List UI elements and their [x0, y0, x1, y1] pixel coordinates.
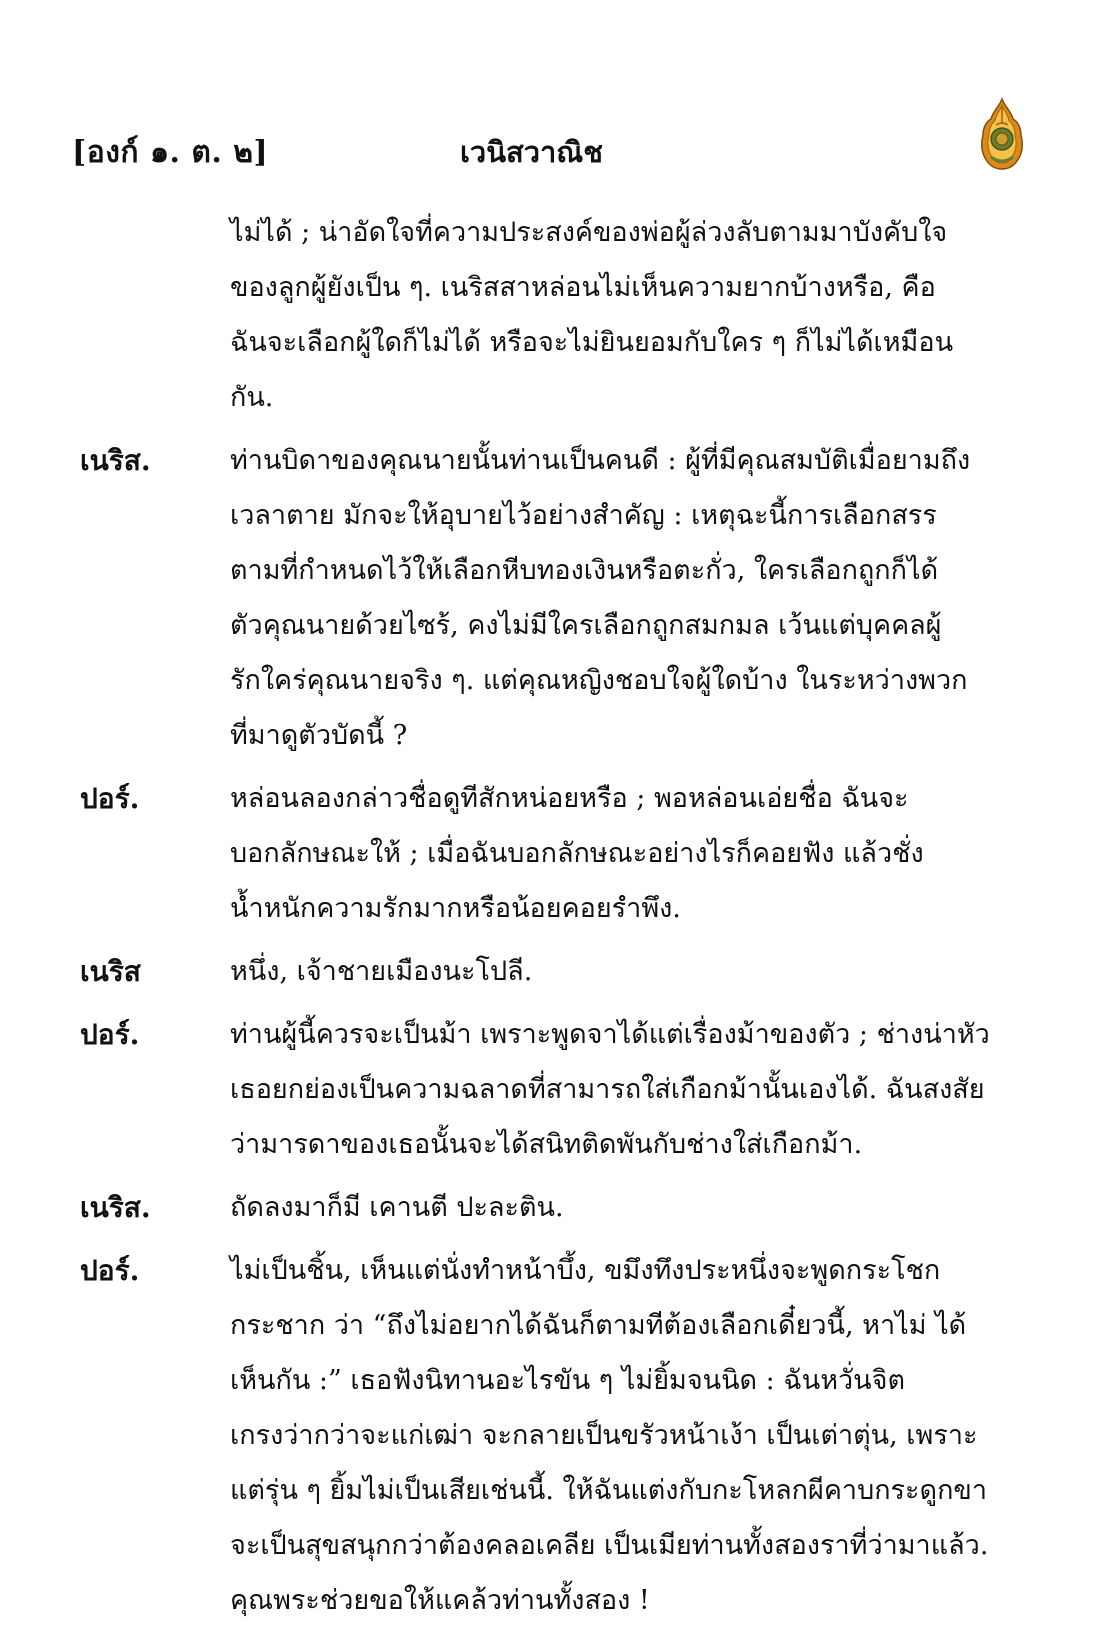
speaker-name: ปอร์. [80, 782, 140, 815]
play-text [80, 205, 1040, 1636]
speech-text: หนึ่ง, เจ้าชายเมืองนะโปลี. [230, 956, 533, 987]
speaker-name: เนริส. [80, 1191, 151, 1224]
dialogue-block [80, 1243, 1040, 1628]
speaker-name: ปอร์. [80, 1018, 140, 1051]
dialogue-block [80, 1007, 1040, 1172]
speaker-name: เนริส. [80, 444, 151, 477]
dialogue-block [80, 771, 1040, 936]
dialogue-block [80, 433, 1040, 763]
scene-label: [องก์ ๑. ต. ๒] [72, 135, 269, 170]
dialogue-block [80, 205, 1040, 425]
page-header [72, 125, 1032, 175]
speech-text: ท่านผู้นี้ควรจะเป็นม้า เพราะพูดจาได้แต่เรื่องม้าของตัว ; ช่างน่าหัว เธอยกย่องเป็นความฉลาดที่สามารถใส่เกือกม้านั้นเองได้. ฉันสงสัย ว่ามารดาของเธอนั้นจะได้สนิทติดพันกับช่างใส่เกือกม้า. [230, 1019, 990, 1160]
speech-text: ไม่ได้ ; น่าอัดใจที่ความประสงค์ของพ่อผู้ล่วงลับตามมาบังคับใจ ของลูกผู้ยังเป็น ๆ. เนริสสาหล่อนไม่เห็นความยากบ้างหรือ, คือ ฉันจะเลือกผู้ใดก็ไม่ได้ หรือจะไม่ยินยอมกับใคร ๆ ก็ไม่ได้เหมือน กัน. [230, 217, 954, 413]
speech-text: หล่อนลองกล่าวชื่อดูทีสักหน่อยหรือ ; พอหล่อนเอ่ยชื่อ ฉันจะ บอกลักษณะให้ ; เมื่อฉันบอกลักษณะอย่างไรก็คอยฟัง แล้วชั่ง น้ำหนักความรักมากหรือน้อยคอยรำพึง. [230, 783, 924, 924]
speaker-name: ปอร์. [80, 1254, 140, 1287]
speech-text: ถัดลงมาก็มี เคานตี ปะละติน. [230, 1192, 564, 1223]
dialogue-block [80, 1180, 1040, 1235]
speech-text: ท่านบิดาของคุณนายนั้นท่านเป็นคนดี : ผู้ที่มีคุณสมบัติเมื่อยามถึง เวลาตาย มักจะให้อุบายไว้อย่างสำคัญ : เหตุฉะนี้การเลือกสรร ตามที่กำหนดไว้ให้เลือกหีบทองเงินหรือตะกั่ว, ใครเลือกถูกก็ได้ ตัวคุณนายด้วยไซร้, คงไม่มีใครเลือกถูกสมกมล เว้นแต่บุคคลผู้ รักใคร่คุณนายจริง ๆ. แต่คุณหญิงชอบใจผู้ใดบ้าง ในระหว่างพวก ที่มาดูตัวบัดนี้ ? [230, 445, 971, 751]
speaker-name: เนริส [80, 955, 141, 988]
royal-emblem-icon [977, 97, 1027, 171]
dialogue-block [80, 944, 1040, 999]
running-title: เวนิสวาณิช [460, 135, 603, 169]
speech-text: ไม่เป็นชิ้น, เห็นแต่นั่งทำหน้าบึ้ง, ขมึงทึงประหนึ่งจะพูดกระโชก กระชาก ว่า “ถึงไม่อยากได้ฉันก็ตามทีต้องเลือกเดี๋ยวนี้, หาไม่ ได้ เห็นกัน :” เธอฟังนิทานอะไรขัน ๆ ไม่ยิ้มจนนิด : ฉันหวั่นจิต เกรงว่ากว่าจะแก่เฒ่า จะกลายเป็นขรัวหน้าเง้า เป็นเต่าตุ่น, เพราะ แต่รุ่น ๆ ยิ้มไม่เป็นเสียเช่นนี้. ให้ฉันแต่งกับกะโหลกผีคาบกระดูกขา จะเป็นสุขสนุกกว่าต้องคลอเคลีย เป็นเมียท่านทั้งสองราที่ว่ามาแล้ว. คุณพระช่วยขอให้แคล้วท่านทั้งสอง ! [230, 1255, 989, 1616]
